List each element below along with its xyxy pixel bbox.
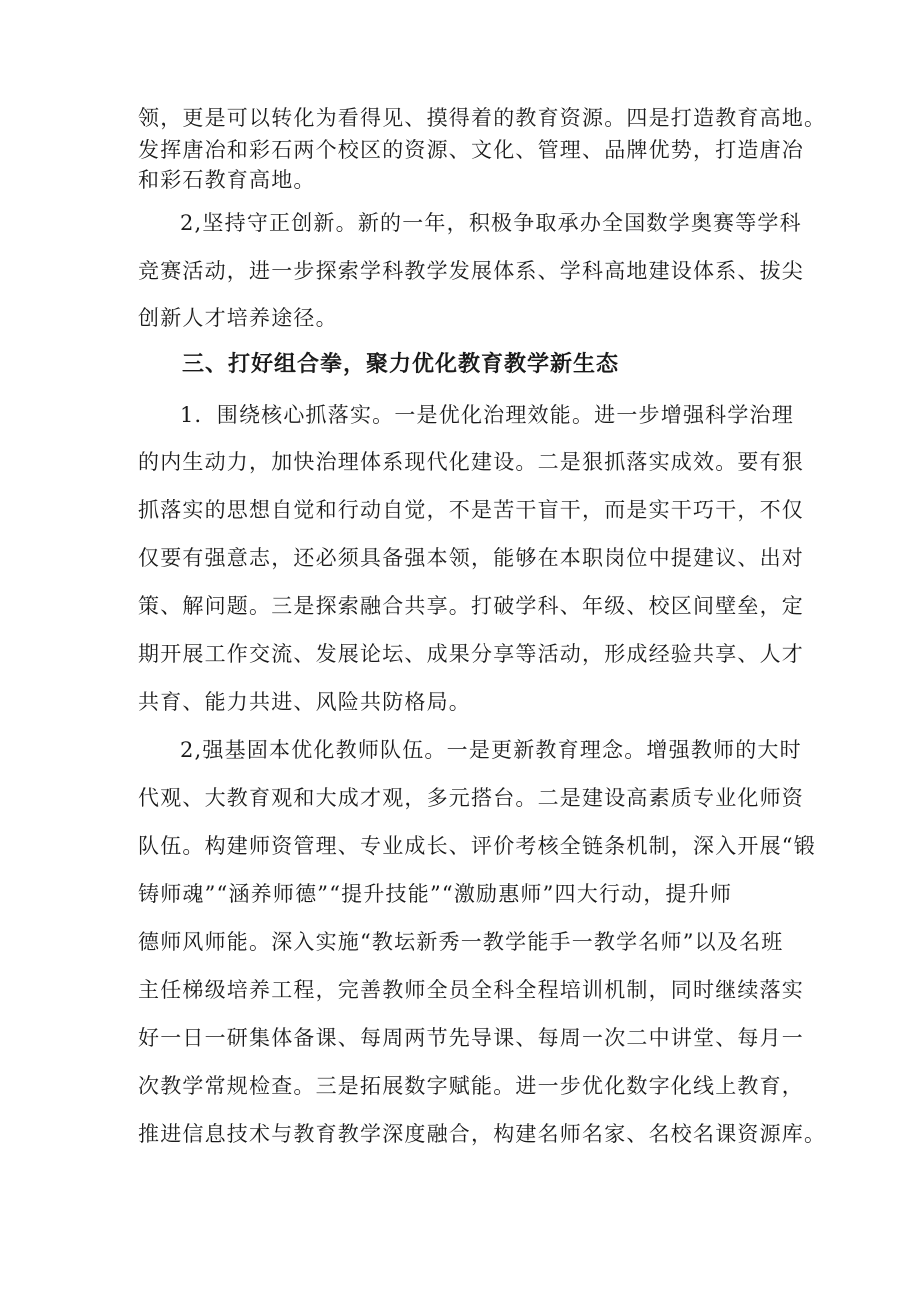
text-line: 发挥唐冶和彩石两个校区的资源、文化、管理、品牌优势，打造唐冶 — [138, 138, 804, 162]
text-line: 好一日一研集体备课、每周两节先导课、每周一次二中讲堂、每月一 — [138, 1026, 804, 1050]
text-line: 次教学常规检查。三是拓展数字赋能。进一步优化数字化线上教育， — [138, 1074, 804, 1098]
text-line: 策、解问题。三是探索融合共享。打破学科、年级、校区间壁垒，定 — [138, 594, 804, 618]
text-line: 创新人才培养途径。 — [138, 306, 338, 330]
text-line: 铸师魂”“涵养师德”“提升技能”“激励惠师”四大行动，提升师 — [138, 882, 733, 906]
text-line: 期开展工作交流、发展论坛、成果分享等活动，形成经验共享、人才 — [138, 642, 804, 666]
text-line: 竞赛活动，进一步探索学科教学发展体系、学科高地建设体系、拔尖 — [138, 259, 804, 283]
text-line: 代观、大教育观和大成才观，多元搭台。二是建设高素质专业化师资 — [138, 786, 804, 810]
text-line: 共育、能力共进、风险共防格局。 — [138, 690, 471, 714]
text-line: 德师风师能。深入实施“教坛新秀一教学能手一教学名师”以及名班 — [138, 930, 784, 954]
text-line: 推进信息技术与教育教学深度融合，构建名师名家、名校名课资源库。 — [138, 1122, 827, 1146]
text-line: 队伍。构建师资管理、专业成长、评价考核全链条机制，深入开展“锻 — [138, 834, 816, 858]
text-line: 领，更是可以转化为看得见、摸得着的教育资源。四是打造教育高地。 — [138, 106, 827, 130]
text-line: 的内生动力，加快治理体系现代化建设。二是狠抓落实成效。要有狠 — [138, 450, 804, 474]
text-line: 1．围绕核心抓落实。一是优化治理效能。进一步增强科学治理 — [180, 403, 794, 427]
text-line: 和彩石教育高地。 — [138, 168, 316, 192]
text-line: 2,强基固本优化教师队伍。一是更新教育理念。增强教师的大时 — [180, 738, 802, 762]
text-line: 抓落实的思想自觉和行动自觉，不是苦干盲干，而是实干巧干，不仅 — [138, 498, 804, 522]
section-heading: 三、打好组合拳，聚力优化教育教学新生态 — [182, 352, 620, 377]
text-line: 2,坚持守正创新。新的一年，积极争取承办全国数学奥赛等学科 — [180, 211, 802, 235]
text-line: 主任梯级培养工程，完善教师全员全科全程培训机制，同时继续落实 — [138, 978, 804, 1002]
text-line: 仅要有强意志，还必须具备强本领，能够在本职岗位中提建议、出对 — [138, 546, 804, 570]
